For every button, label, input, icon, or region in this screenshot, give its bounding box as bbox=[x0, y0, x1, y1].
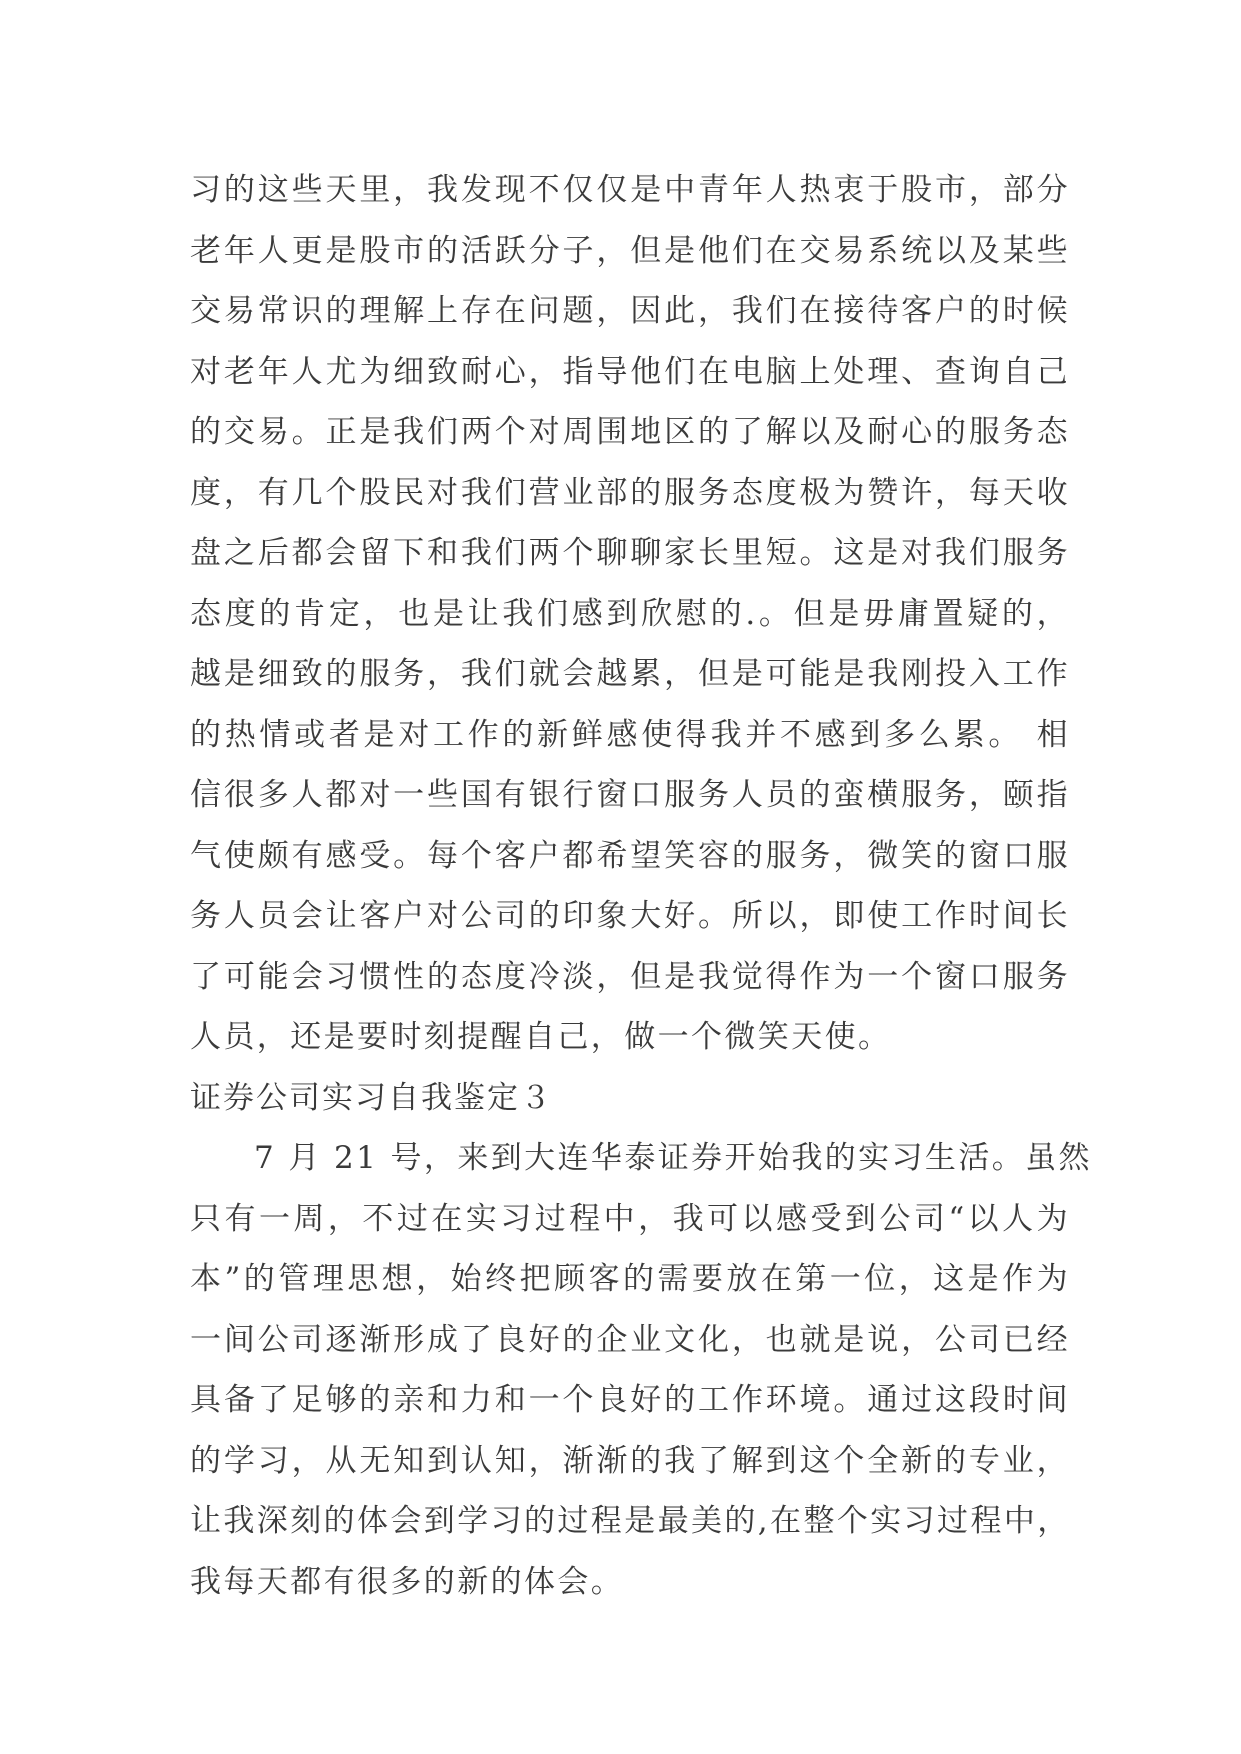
text-line: 务人员会让客户对公司的印象大好。所以，即使工作时间长 bbox=[190, 898, 1070, 934]
document-body bbox=[190, 160, 1092, 1612]
text-line: 了可能会习惯性的态度冷淡，但是我觉得作为一个窗口服务 bbox=[190, 958, 1070, 995]
text-line: 的热情或者是对工作的新鲜感使得我并不感到多么累。 相 bbox=[190, 716, 1070, 753]
text-line: 对老年人尤为细致耐心，指导他们在电脑上处理、查询自己 bbox=[190, 353, 1070, 390]
text-line: 越是细致的服务，我们就会越累，但是可能是我刚投入工作 bbox=[190, 656, 1070, 692]
text-line: 只有一周，不过在实习过程中，我可以感受到公司“以人为 bbox=[190, 1200, 1070, 1237]
text-line: 具备了足够的亲和力和一个良好的工作环境。通过这段时间 bbox=[190, 1382, 1070, 1418]
text-line: 度，有几个股民对我们营业部的服务态度极为赞许，每天收 bbox=[190, 474, 1070, 511]
text-line: 让我深刻的体会到学习的过程是最美的,在整个实习过程中， bbox=[190, 1503, 1071, 1539]
text-line: 一间公司逐渐形成了良好的企业文化，也就是说，公司已经 bbox=[190, 1321, 1070, 1358]
text-line: 交易常识的理解上存在问题，因此，我们在接待客户的时候 bbox=[190, 293, 1070, 329]
text-line: 信很多人都对一些国有银行窗口服务人员的蛮横服务，颐指 bbox=[190, 777, 1070, 813]
text-line: 我每天都有很多的新的体会。 bbox=[190, 1563, 625, 1600]
text-line: 态度的肯定，也是让我们感到欣慰的.。但是毋庸置疑的， bbox=[190, 595, 1070, 632]
text-line: 气使颇有感受。每个客户都希望笑容的服务，微笑的窗口服 bbox=[190, 837, 1070, 874]
text-line: 老年人更是股市的活跃分子，但是他们在交易系统以及某些 bbox=[190, 232, 1070, 269]
text-line: 的学习，从无知到认知，渐渐的我了解到这个全新的专业， bbox=[190, 1442, 1070, 1479]
text-line: 人员，还是要时刻提醒自己，做一个微笑天使。 bbox=[190, 1019, 892, 1055]
text-line: 7 月 21 号，来到大连华泰证券开始我的实习生活。虽然 bbox=[254, 1140, 1092, 1176]
text-line: 本”的管理思想，始终把顾客的需要放在第一位，这是作为 bbox=[190, 1261, 1070, 1297]
text-line: 盘之后都会留下和我们两个聊聊家长里短。这是对我们服务 bbox=[190, 535, 1070, 571]
section-heading: 证券公司实习自我鉴定３ bbox=[190, 1079, 553, 1116]
text-line: 习的这些天里，我发现不仅仅是中青年人热衷于股市，部分 bbox=[190, 172, 1070, 208]
text-line: 的交易。正是我们两个对周围地区的了解以及耐心的服务态 bbox=[190, 414, 1070, 450]
